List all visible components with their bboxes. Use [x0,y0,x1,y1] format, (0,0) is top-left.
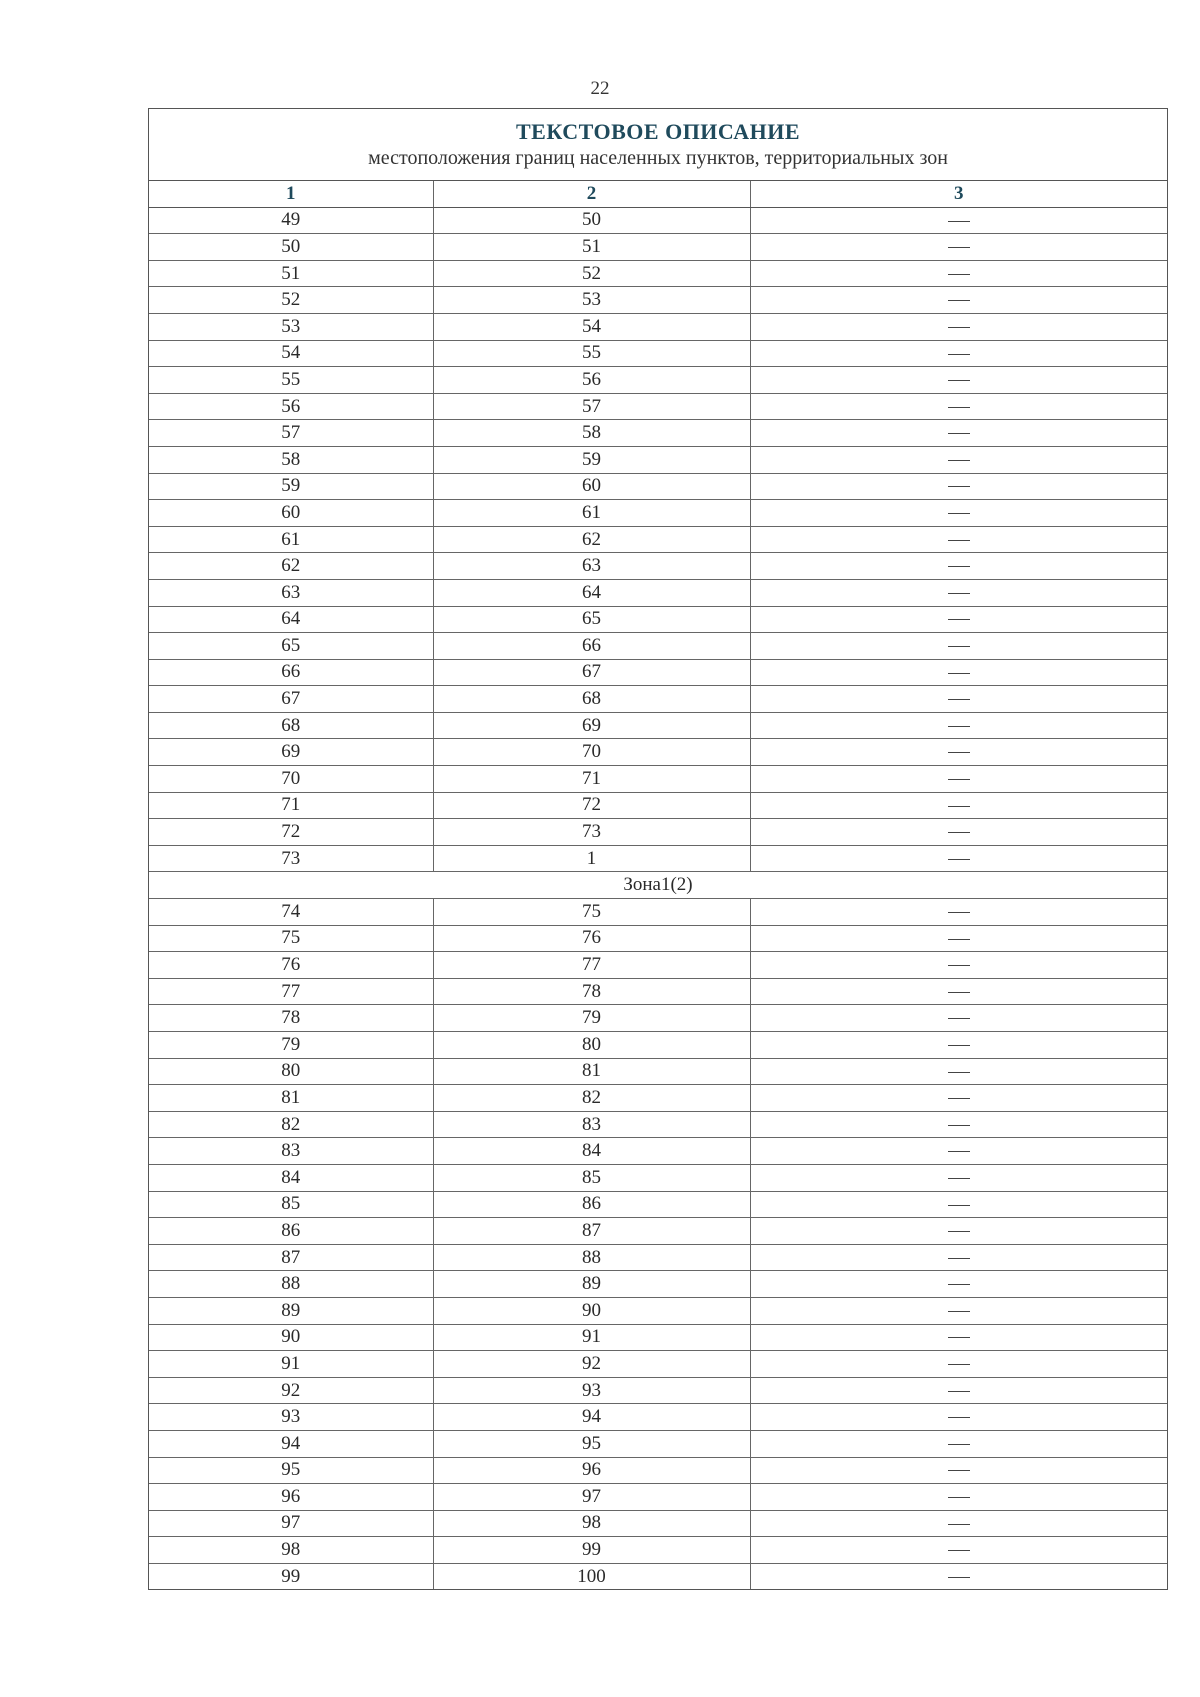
dash-mark [948,1258,970,1259]
start-point-cell: 82 [149,1111,433,1138]
description-cell [750,340,1167,367]
end-point-cell: 51 [433,234,750,261]
dash-mark [948,593,970,594]
end-point-cell: 99 [433,1537,750,1564]
zone-label: Зона1(2) [149,872,1167,899]
table-row [149,500,1167,527]
start-point-cell: 78 [149,1005,433,1032]
end-point-cell: 54 [433,313,750,340]
table-row [149,1191,1167,1218]
description-cell [750,1164,1167,1191]
table-subtitle: местоположения границ населенных пунктов, территориальных зон [368,147,948,169]
end-point-cell: 75 [433,899,750,926]
start-point-cell: 51 [149,260,433,287]
description-cell [750,633,1167,660]
start-point-cell: 49 [149,207,433,234]
start-point-cell: 94 [149,1430,433,1457]
start-point-cell: 96 [149,1484,433,1511]
start-point-cell: 73 [149,845,433,872]
dash-mark [948,1577,970,1578]
dash-mark [948,486,970,487]
dash-mark [948,566,970,567]
dash-mark [948,1151,970,1152]
end-point-cell: 95 [433,1430,750,1457]
boundary-description-table [148,108,1168,1590]
description-cell [750,1005,1167,1032]
description-cell [750,313,1167,340]
start-point-cell: 91 [149,1351,433,1378]
end-point-cell: 70 [433,739,750,766]
table-row [149,978,1167,1005]
table-row [149,1244,1167,1271]
description-cell [750,1510,1167,1537]
dash-mark [948,619,970,620]
description-cell [750,792,1167,819]
description-cell [750,686,1167,713]
description-cell [750,500,1167,527]
dash-mark [948,699,970,700]
dash-mark [948,1337,970,1338]
table-row [149,633,1167,660]
start-point-cell: 89 [149,1297,433,1324]
table-row [149,553,1167,580]
dash-mark [948,992,970,993]
description-cell [750,553,1167,580]
table-row [149,952,1167,979]
dash-mark [948,1550,970,1551]
dash-mark [948,540,970,541]
table-row [149,659,1167,686]
end-point-cell: 98 [433,1510,750,1537]
end-point-cell: 100 [433,1563,750,1589]
dash-mark [948,1444,970,1445]
description-cell [750,367,1167,394]
dash-mark [948,859,970,860]
dash-mark [948,1470,970,1471]
end-point-cell: 84 [433,1138,750,1165]
table-row [149,1377,1167,1404]
end-point-cell: 63 [433,553,750,580]
start-point-cell: 66 [149,659,433,686]
table-row [149,340,1167,367]
end-point-cell: 66 [433,633,750,660]
table-row [149,606,1167,633]
end-point-cell: 53 [433,287,750,314]
description-cell [750,659,1167,686]
dash-mark [948,247,970,248]
dash-mark [948,274,970,275]
end-point-cell: 93 [433,1377,750,1404]
table-row [149,207,1167,234]
start-point-cell: 81 [149,1085,433,1112]
dash-mark [948,1524,970,1525]
start-point-cell: 92 [149,1377,433,1404]
start-point-cell: 55 [149,367,433,394]
description-cell [750,819,1167,846]
start-point-cell: 84 [149,1164,433,1191]
end-point-cell: 90 [433,1297,750,1324]
description-cell [750,234,1167,261]
table-row [149,1111,1167,1138]
end-point-cell: 96 [433,1457,750,1484]
dash-mark [948,1072,970,1073]
table-row [149,579,1167,606]
table-title: ТЕКСТОВОЕ ОПИСАНИЕ [515,119,800,144]
table-body [149,181,1167,1589]
table-row [149,1005,1167,1032]
end-point-cell: 88 [433,1244,750,1271]
description-cell [750,899,1167,926]
start-point-cell: 50 [149,234,433,261]
end-point-cell: 59 [433,446,750,473]
end-point-cell: 50 [433,207,750,234]
start-point-cell: 90 [149,1324,433,1351]
start-point-cell: 52 [149,287,433,314]
dash-mark [948,221,970,222]
description-cell [750,1032,1167,1059]
dash-mark [948,1231,970,1232]
start-point-cell: 97 [149,1510,433,1537]
description-cell [750,1324,1167,1351]
table-row [149,1324,1167,1351]
end-point-cell: 85 [433,1164,750,1191]
end-point-cell: 78 [433,978,750,1005]
table-row [149,287,1167,314]
table-row [149,260,1167,287]
description-cell [750,1484,1167,1511]
table-row [149,819,1167,846]
start-point-cell: 57 [149,420,433,447]
start-point-cell: 88 [149,1271,433,1298]
start-point-cell: 86 [149,1218,433,1245]
start-point-cell: 64 [149,606,433,633]
end-point-cell: 58 [433,420,750,447]
dash-mark [948,327,970,328]
table-header-block [149,109,1167,181]
table-row [149,446,1167,473]
end-point-cell: 89 [433,1271,750,1298]
dash-mark [948,965,970,966]
dash-mark [948,433,970,434]
dash-mark [948,513,970,514]
description-cell [750,1537,1167,1564]
description-cell [750,1111,1167,1138]
table-row [149,313,1167,340]
start-point-cell: 98 [149,1537,433,1564]
points-table [149,181,1167,1589]
description-cell [750,845,1167,872]
table-row [149,234,1167,261]
end-point-cell: 87 [433,1218,750,1245]
start-point-cell: 53 [149,313,433,340]
table-row [149,899,1167,926]
table-row [149,1058,1167,1085]
description-cell [750,766,1167,793]
end-point-cell: 61 [433,500,750,527]
table-row [149,1351,1167,1378]
end-point-cell: 91 [433,1324,750,1351]
start-point-cell: 63 [149,579,433,606]
table-row [149,473,1167,500]
table-row [149,1457,1167,1484]
dash-mark [948,1125,970,1126]
table-row [149,1032,1167,1059]
dash-mark [948,1364,970,1365]
description-cell [750,420,1167,447]
end-point-cell: 92 [433,1351,750,1378]
end-point-cell: 60 [433,473,750,500]
description-cell [750,1244,1167,1271]
dash-mark [948,1045,970,1046]
start-point-cell: 95 [149,1457,433,1484]
end-point-cell: 76 [433,925,750,952]
table-row [149,766,1167,793]
description-cell [750,393,1167,420]
description-cell [750,526,1167,553]
end-point-cell: 56 [433,367,750,394]
description-cell [750,207,1167,234]
start-point-cell: 74 [149,899,433,926]
end-point-cell: 64 [433,579,750,606]
dash-mark [948,380,970,381]
start-point-cell: 87 [149,1244,433,1271]
start-point-cell: 71 [149,792,433,819]
description-cell [750,1404,1167,1431]
table-row [149,1484,1167,1511]
table-row [149,925,1167,952]
description-cell [750,1138,1167,1165]
start-point-cell: 72 [149,819,433,846]
end-point-cell: 81 [433,1058,750,1085]
description-cell [750,1430,1167,1457]
start-point-cell: 70 [149,766,433,793]
start-point-cell: 65 [149,633,433,660]
end-point-cell: 57 [433,393,750,420]
table-row [149,1563,1167,1589]
dash-mark [948,407,970,408]
end-point-cell: 1 [433,845,750,872]
table-row [149,739,1167,766]
zone-separator-row [149,872,1167,899]
dash-mark [948,673,970,674]
description-cell [750,978,1167,1005]
start-point-cell: 80 [149,1058,433,1085]
start-point-cell: 61 [149,526,433,553]
dash-mark [948,300,970,301]
dash-mark [948,1178,970,1179]
start-point-cell: 75 [149,925,433,952]
table-row [149,1510,1167,1537]
start-point-cell: 69 [149,739,433,766]
description-cell [750,260,1167,287]
description-cell [750,1377,1167,1404]
table-row [149,686,1167,713]
end-point-cell: 55 [433,340,750,367]
description-cell [750,739,1167,766]
table-row [149,792,1167,819]
start-point-cell: 79 [149,1032,433,1059]
column-header-3: 3 [750,181,1167,207]
end-point-cell: 69 [433,712,750,739]
dash-mark [948,1205,970,1206]
description-cell [750,1058,1167,1085]
end-point-cell: 62 [433,526,750,553]
dash-mark [948,1417,970,1418]
start-point-cell: 76 [149,952,433,979]
table-row [149,712,1167,739]
start-point-cell: 59 [149,473,433,500]
end-point-cell: 72 [433,792,750,819]
table-row [149,1537,1167,1564]
table-row [149,367,1167,394]
column-header-1: 1 [149,181,433,207]
end-point-cell: 73 [433,819,750,846]
end-point-cell: 80 [433,1032,750,1059]
description-cell [750,1297,1167,1324]
start-point-cell: 62 [149,553,433,580]
dash-mark [948,1098,970,1099]
description-cell [750,1271,1167,1298]
column-header-2: 2 [433,181,750,207]
table-row [149,845,1167,872]
end-point-cell: 83 [433,1111,750,1138]
table-row [149,420,1167,447]
description-cell [750,925,1167,952]
dash-mark [948,1391,970,1392]
start-point-cell: 77 [149,978,433,1005]
dash-mark [948,832,970,833]
column-header-row [149,181,1167,207]
end-point-cell: 79 [433,1005,750,1032]
table-row [149,1271,1167,1298]
end-point-cell: 82 [433,1085,750,1112]
dash-mark [948,1497,970,1498]
dash-mark [948,752,970,753]
description-cell [750,473,1167,500]
page-number: 22 [590,78,610,99]
table-row [149,1164,1167,1191]
description-cell [750,606,1167,633]
table-row [149,526,1167,553]
dash-mark [948,1284,970,1285]
dash-mark [948,646,970,647]
table-row [149,1430,1167,1457]
description-cell [750,952,1167,979]
start-point-cell: 83 [149,1138,433,1165]
description-cell [750,579,1167,606]
start-point-cell: 99 [149,1563,433,1589]
dash-mark [948,460,970,461]
table-row [149,1085,1167,1112]
description-cell [750,712,1167,739]
start-point-cell: 67 [149,686,433,713]
start-point-cell: 68 [149,712,433,739]
start-point-cell: 56 [149,393,433,420]
table-row [149,1218,1167,1245]
table-row [149,393,1167,420]
table-row [149,1297,1167,1324]
end-point-cell: 52 [433,260,750,287]
end-point-cell: 65 [433,606,750,633]
end-point-cell: 97 [433,1484,750,1511]
description-cell [750,1457,1167,1484]
description-cell [750,1085,1167,1112]
end-point-cell: 68 [433,686,750,713]
description-cell [750,446,1167,473]
dash-mark [948,354,970,355]
dash-mark [948,779,970,780]
table-row [149,1404,1167,1431]
dash-mark [948,1018,970,1019]
start-point-cell: 93 [149,1404,433,1431]
dash-mark [948,912,970,913]
start-point-cell: 58 [149,446,433,473]
end-point-cell: 71 [433,766,750,793]
description-cell [750,287,1167,314]
end-point-cell: 77 [433,952,750,979]
start-point-cell: 85 [149,1191,433,1218]
dash-mark [948,806,970,807]
end-point-cell: 94 [433,1404,750,1431]
dash-mark [948,1311,970,1312]
table-row [149,1138,1167,1165]
description-cell [750,1563,1167,1589]
dash-mark [948,726,970,727]
end-point-cell: 86 [433,1191,750,1218]
dash-mark [948,939,970,940]
start-point-cell: 60 [149,500,433,527]
description-cell [750,1218,1167,1245]
start-point-cell: 54 [149,340,433,367]
description-cell [750,1351,1167,1378]
end-point-cell: 67 [433,659,750,686]
description-cell [750,1191,1167,1218]
